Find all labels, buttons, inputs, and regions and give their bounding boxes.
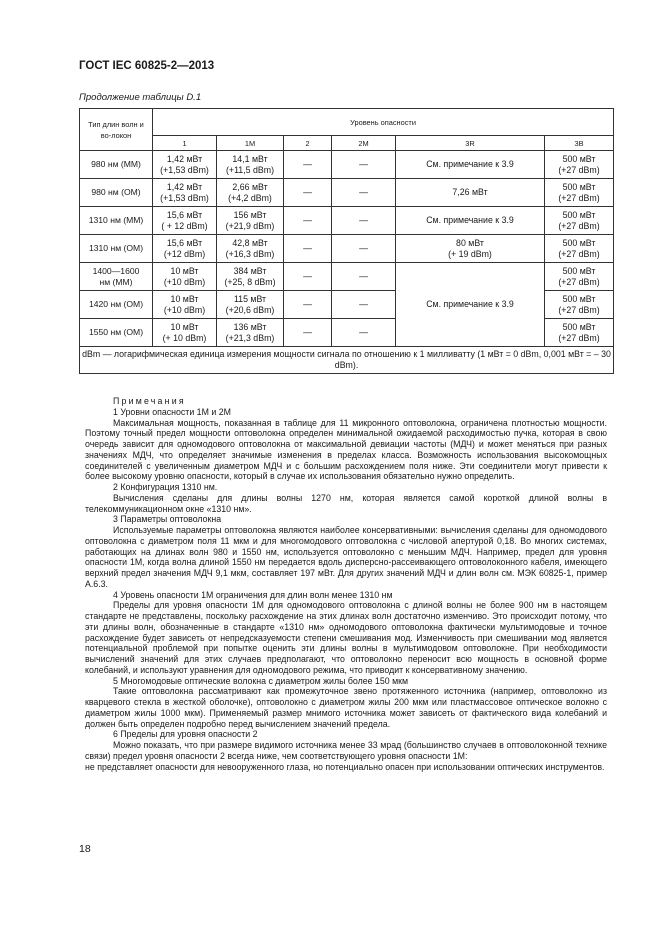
wavelength-cell: 1310 нм (ММ) (80, 207, 153, 235)
note-paragraph: Пределы для уровня опасности 1М для одномодового оптоволокна с длиной волны не более 900 нм в настоящем стандарте не представлены, поскольку расхождение на этих длинах волн достаточно изменчиво. Это происходит потому, что эти длины волн, обозначенные в стандарте «1310 нм» одномодового оптоволокна фактически мультимодовые и точное расхождение будет зависеть от непредсказуемости степени смешивания мод. Изменчивость при смешивании мод является потенциальной проблемой при попытке оценить эти длины волны в мультимодовом оптоволокне. При необходимости вычислений значений для этих случаев предполагают, что оптоволокно переносит всю мощность в основной форме колебаний, и используют уравнения для одномодового режима, что приводит к консервативному значению. (85, 600, 607, 675)
notes-block (85, 396, 607, 772)
note-paragraph: 5 Многомодовые оптические волокна с диаметром жилы более 150 мкм (113, 675, 409, 686)
level-1m-cell: 115 мВт (+20,6 dBm) (217, 291, 284, 319)
table-caption: Продолжение таблицы D.1 (79, 92, 202, 103)
level-3b-cell: 500 мВт (+27 dBm) (545, 151, 614, 179)
note-paragraph: 1 Уровни опасности 1М и 2М (113, 406, 231, 417)
level-header: 2 (284, 136, 332, 151)
level-2-cell: — (284, 151, 332, 179)
notes-title: Примечания (113, 396, 186, 406)
document-code: ГОСТ IEC 60825-2—2013 (79, 60, 215, 72)
note-paragraph: 2 Конфигурация 1310 нм. (113, 482, 218, 492)
hazard-level-table (79, 108, 614, 374)
level-header: 1M (217, 136, 284, 151)
table-row (80, 207, 614, 235)
level-3r-cell: См. примечание к 3.9 (396, 207, 545, 235)
table-row (80, 151, 614, 179)
level-2-cell: — (284, 263, 332, 291)
level-2-cell: — (284, 235, 332, 263)
level-1-cell: 1,42 мВт (+1,53 dBm) (153, 151, 217, 179)
level-3b-cell: 500 мВт (+27 dBm) (545, 179, 614, 207)
note-paragraph: 4 Уровень опасности 1М ограничения для длин волн менее 1310 нм (113, 589, 393, 600)
page-number: 18 (79, 843, 91, 855)
wavelength-cell: 980 нм (ОМ) (80, 179, 153, 207)
level-header: 1 (153, 136, 217, 151)
level-1m-cell: 42,8 мВт (+16,3 dBm) (217, 235, 284, 263)
level-3r-cell: 80 мВт (+ 19 dBm) (396, 235, 545, 263)
level-header: 3B (545, 136, 614, 151)
level-1-cell: 1,42 мВт (+1,53 dBm) (153, 179, 217, 207)
level-2m-cell: — (332, 263, 396, 291)
note-paragraph: Максимальная мощность, показанная в таблице для 11 микронного оптоволокна, ограничена плотностью мощности. Поэтому точный предел мощности оптоволокна определен минимальной ожидаемой расходимостью пучка, которая в свою очередь зависит для одномодового оптоволокна от максимальной девиации частоты (МДЧ) и может меняться при разных значениях МДЧ, что определяет значимые изменения в пределах класса. Возможность использования высокомощных соединителей с увеличенным диаметром МДЧ и с большим расхождением поля ниже. Эти соединители могут привести к более высокому уровню опасности, который в случае их использования обязательно нужно определить. (85, 417, 607, 482)
header-hazard-level: Уровень опасности (153, 109, 614, 136)
table-row (80, 263, 614, 291)
header-wavelength-type: Тип длин волн и во-локон (80, 109, 153, 151)
level-1-cell: 15,6 мВт (+12 dBm) (153, 235, 217, 263)
note-paragraph: Такие оптоволокна рассматривают как промежуточное звено протяженного источника (например, оптоволокно из кварцевого стекла в жесткой оболочке), оптоволокно с диаметром жилы 200 мкм или пластмассовое оптическое волокно с диаметром жилы 1000 мкм). Применяемый размер мнимого источника может зависеть от фактического вида колебаний и должен быть определен подробно перед вычислением значений предела. (85, 686, 607, 729)
level-3r-cell: 7,26 мВт (396, 179, 545, 207)
level-3b-cell: 500 мВт (+27 dBm) (545, 319, 614, 347)
table-row (80, 235, 614, 263)
note-paragraph: 3 Параметры оптоволокна (113, 514, 222, 525)
level-2-cell: — (284, 179, 332, 207)
level-header: 2M (332, 136, 396, 151)
level-1m-cell: 14,1 мВт (+11,5 dBm) (217, 151, 284, 179)
level-3b-cell: 500 мВт (+27 dBm) (545, 263, 614, 291)
note-paragraph: не представляет опасности для невооруженного глаза, но потенциально опасен при использовании оптических инструментов. (85, 761, 605, 772)
note-paragraph: Используемые параметры оптоволокна являются наиболее консервативными: вычисления сделаны для одномодового оптоволокна с диаметром поля 11 мкм и для многомодового оптоволокна с числовой апертурой 0,18. Во многих системах, работающих на длинах волн 980 и 1550 нм, используется оптоволокно с меньшим МДЧ. Например, предел для уровня опасности 1М, когда волна длиной 1550 нм передается вдоль дисперсно-рассеивающего оптоволоконного кабеля, имеющего верхний предел значения МДЧ 9,1 мкм, составляет 197 мВт. Для других значений МДЧ и длин волн см. МЭК 60825-1, пример А.6.3. (85, 525, 607, 589)
level-1-cell: 10 мВт (+10 dBm) (153, 263, 217, 291)
level-3r-merged-cell: См. примечание к 3.9 (396, 263, 545, 347)
level-1-cell: 15,6 мВт ( + 12 dBm) (153, 207, 217, 235)
note-paragraph: Вычисления сделаны для длины волны 1270 нм, которая является самой короткой длиной волны в телекоммуникационном окне «1310 нм». (85, 492, 607, 514)
wavelength-cell: 1550 нм (ОМ) (80, 319, 153, 347)
wavelength-cell: 1310 нм (ОМ) (80, 235, 153, 263)
table-footnote: dBm — логарифмическая единица измерения мощности сигнала по отношению к 1 милливатту (1 мВт = 0 dBm, 0,001 мВт = – 30 dBm). (80, 347, 614, 374)
level-2m-cell: — (332, 179, 396, 207)
note-paragraph: 6 Пределы для уровня опасности 2 (113, 729, 258, 740)
level-3b-cell: 500 мВт (+27 dBm) (545, 207, 614, 235)
level-3b-cell: 500 мВт (+27 dBm) (545, 291, 614, 319)
level-2-cell: — (284, 319, 332, 347)
level-1m-cell: 384 мВт (+25, 8 dBm) (217, 263, 284, 291)
wavelength-cell: 1400—1600 нм (ММ) (80, 263, 153, 291)
level-2m-cell: — (332, 235, 396, 263)
table-row (80, 179, 614, 207)
level-2m-cell: — (332, 319, 396, 347)
level-2m-cell: — (332, 151, 396, 179)
level-2m-cell: — (332, 291, 396, 319)
wavelength-cell: 1420 нм (ОМ) (80, 291, 153, 319)
level-2m-cell: — (332, 207, 396, 235)
level-2-cell: — (284, 291, 332, 319)
level-3b-cell: 500 мВт (+27 dBm) (545, 235, 614, 263)
note-paragraph: Можно показать, что при размере видимого источника менее 33 мрад (большинство случаев в оптоволоконной технике связи) предел уровня опасности 2 всегда ниже, чем соответствующего уровня опасности 1М: (85, 740, 607, 761)
level-1m-cell: 2,66 мВт (+4,2 dBm) (217, 179, 284, 207)
level-1-cell: 10 мВт (+10 dBm) (153, 291, 217, 319)
wavelength-cell: 980 нм (ММ) (80, 151, 153, 179)
level-header: 3R (396, 136, 545, 151)
level-2-cell: — (284, 207, 332, 235)
level-1m-cell: 156 мВт (+21,9 dBm) (217, 207, 284, 235)
level-1-cell: 10 мВт (+ 10 dBm) (153, 319, 217, 347)
level-3r-cell: См. примечание к 3.9 (396, 151, 545, 179)
level-1m-cell: 136 мВт (+21,3 dBm) (217, 319, 284, 347)
